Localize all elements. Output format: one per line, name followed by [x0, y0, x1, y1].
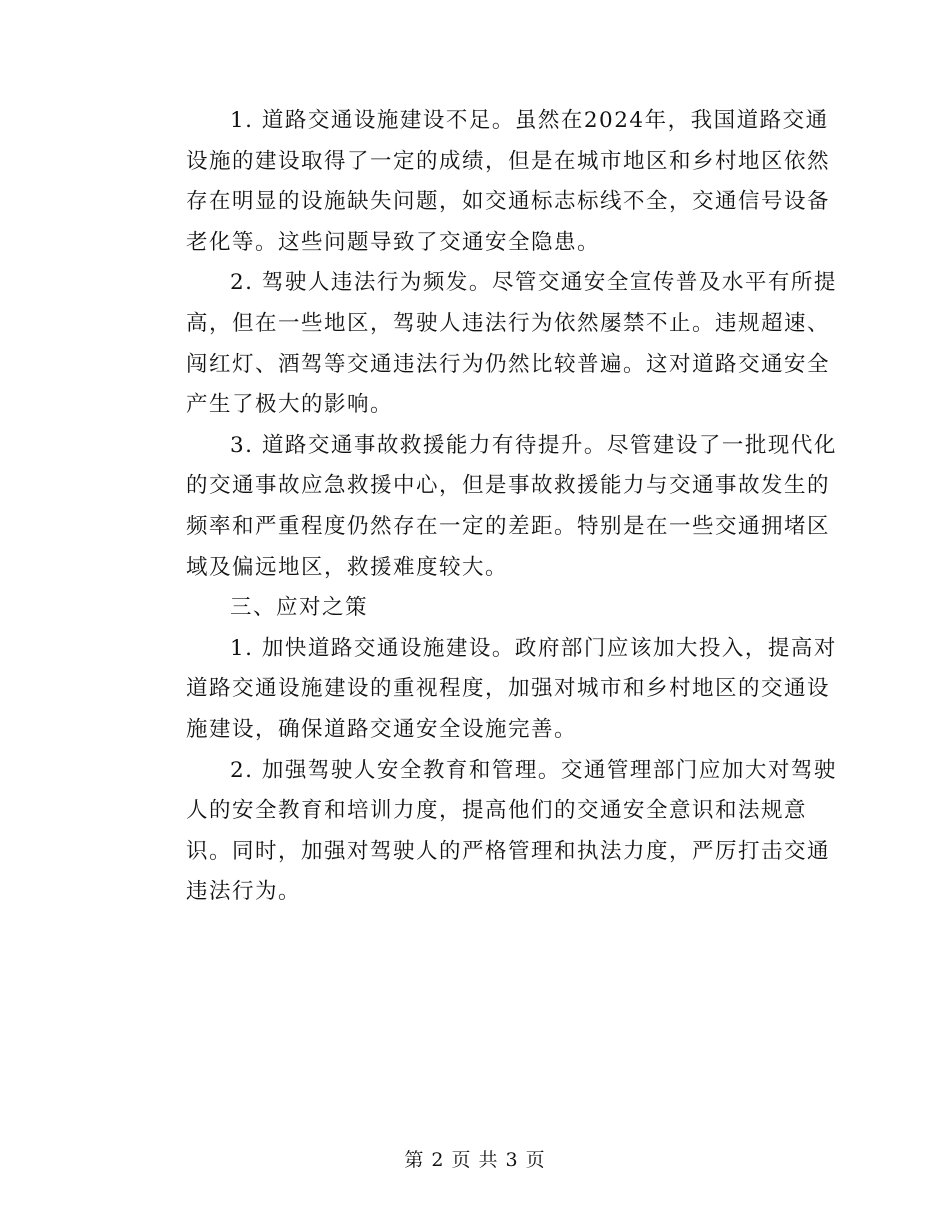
paragraph-measure-2 [142, 751, 837, 913]
text-line: 存在明显的设施缺失问题，如交通标志标线不全，交通信号设备 [186, 189, 831, 215]
text-line: 闯红灯、酒驾等交通违法行为仍然比较普遍。这对道路交通安全 [186, 351, 831, 377]
text-line: 识。同时，加强对驾驶人的严格管理和执法力度，严厉打击交通 [186, 838, 831, 864]
paragraph-issue-3 [142, 426, 837, 588]
text-line: 老化等。这些问题导致了交通安全隐患。 [186, 229, 601, 255]
document-body [142, 101, 837, 913]
section-heading-text: 三、应对之策 [230, 595, 369, 621]
text-line: 设施的建设取得了一定的成绩，但是在城市地区和乡村地区依然 [186, 148, 831, 174]
text-line: 1. 加快道路交通设施建设。政府部门应该加大投入，提高对 [230, 635, 837, 661]
text-line: 施建设，确保道路交通安全设施完善。 [186, 716, 578, 742]
section-heading [142, 588, 810, 629]
text-line: 域及偏远地区，救援难度较大。 [186, 554, 509, 580]
text-line: 违法行为。 [186, 879, 302, 905]
text-line: 3. 道路交通事故救援能力有待提升。尽管建设了一批现代化 [230, 432, 837, 458]
text-line: 产生了极大的影响。 [186, 392, 394, 418]
paragraph-issue-2 [142, 263, 837, 425]
text-line: 道路交通设施建设的重视程度，加强对城市和乡村地区的交通设 [186, 676, 831, 702]
text-line: 1. 道路交通设施建设不足。虽然在2024年，我国道路交通 [230, 108, 829, 133]
paragraph-issue-1 [142, 101, 831, 263]
text-line: 2. 加强驾驶人安全教育和管理。交通管理部门应加大对驾驶 [230, 757, 837, 783]
text-line: 高，但在一些地区，驾驶人违法行为依然屡禁不止。违规超速、 [186, 310, 831, 336]
text-line: 频率和严重程度仍然存在一定的差距。特别是在一些交通拥堵区 [186, 513, 831, 539]
text-line: 人的安全教育和培训力度，提高他们的交通安全意识和法规意 [186, 798, 808, 824]
paragraph-measure-1 [142, 629, 837, 751]
text-line: 的交通事故应急救援中心，但是事故救援能力与交通事故发生的 [186, 473, 831, 499]
text-line: 2. 驾驶人违法行为频发。尽管交通安全宣传普及水平有所提 [230, 270, 837, 296]
page-number-footer: 第 2 页 共 3 页 [404, 1149, 546, 1171]
